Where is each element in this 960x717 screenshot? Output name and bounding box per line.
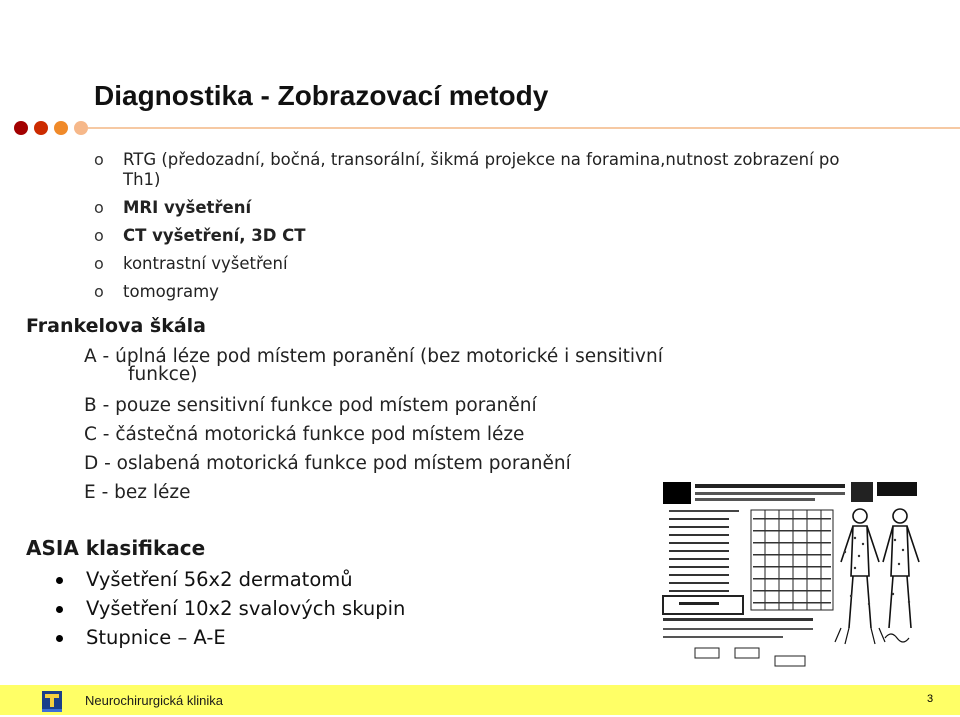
frankel-a-continued: funkce) — [128, 364, 198, 385]
page-number: 3 — [927, 693, 934, 705]
frankel-d: D - oslabená motorická funkce pod místem poranění — [84, 453, 571, 474]
isc-logo-icon — [877, 482, 917, 496]
frankel-a: A - úplná léze pod místem poranění (bez motorické i sensitivní — [84, 346, 663, 367]
list-item — [94, 254, 854, 274]
list-item — [94, 198, 854, 218]
circle-bullet-icon: o — [94, 150, 104, 169]
asia-logo-icon — [663, 482, 691, 504]
dot-icon — [74, 121, 88, 135]
list-item — [56, 565, 405, 594]
list-item-text: MRI vyšetření — [123, 198, 252, 217]
asia-heading: ASIA klasifikace — [26, 536, 206, 560]
list-item — [56, 594, 405, 623]
list-item — [94, 150, 854, 190]
frankel-b: B - pouze sensitivní funkce pod místem poranění — [84, 395, 537, 416]
asia-form-drawing — [655, 478, 927, 676]
bullet-icon — [56, 635, 63, 642]
footer-text: Neurochirurgická klinika — [85, 693, 223, 708]
list-item-text: CT vyšetření, 3D CT — [123, 226, 306, 245]
slide-title: Diagnostika - Zobrazovací metody — [94, 80, 549, 111]
list-item-text: RTG (předozadní, bočná, transorální, šikmá projekce na foramina,nutnost zobrazení po Th1) — [123, 150, 840, 189]
list-item-text: Vyšetření 10x2 svalových skupin — [86, 597, 406, 620]
bullet-icon — [56, 577, 63, 584]
dot-icon — [14, 121, 28, 135]
circle-bullet-icon: o — [94, 282, 104, 301]
clinic-logo-icon — [40, 689, 64, 713]
title-divider — [88, 127, 960, 129]
bullet-icon — [56, 606, 63, 613]
asia-form-image — [655, 478, 927, 676]
frankel-e: E - bez léze — [84, 482, 191, 503]
list-item-text: Stupnice – A-E — [86, 626, 226, 649]
imaging-list — [94, 150, 854, 310]
circle-bullet-icon: o — [94, 254, 104, 273]
frankel-scale — [84, 342, 724, 507]
dot-icon — [34, 121, 48, 135]
dot-icon — [54, 121, 68, 135]
frankel-heading: Frankelova škála — [26, 315, 206, 337]
list-item — [94, 226, 854, 246]
frankel-c: C - částečná motorická funkce pod místem léze — [84, 424, 525, 445]
circle-bullet-icon: o — [94, 226, 104, 245]
list-item-text: Vyšetření 56x2 dermatomů — [86, 568, 353, 591]
list-item — [56, 623, 405, 652]
asia-list — [56, 565, 405, 652]
list-item — [94, 282, 854, 302]
circle-bullet-icon: o — [94, 198, 104, 217]
list-item-text: kontrastní vyšetření — [123, 254, 288, 273]
list-item-text: tomogramy — [123, 282, 219, 301]
